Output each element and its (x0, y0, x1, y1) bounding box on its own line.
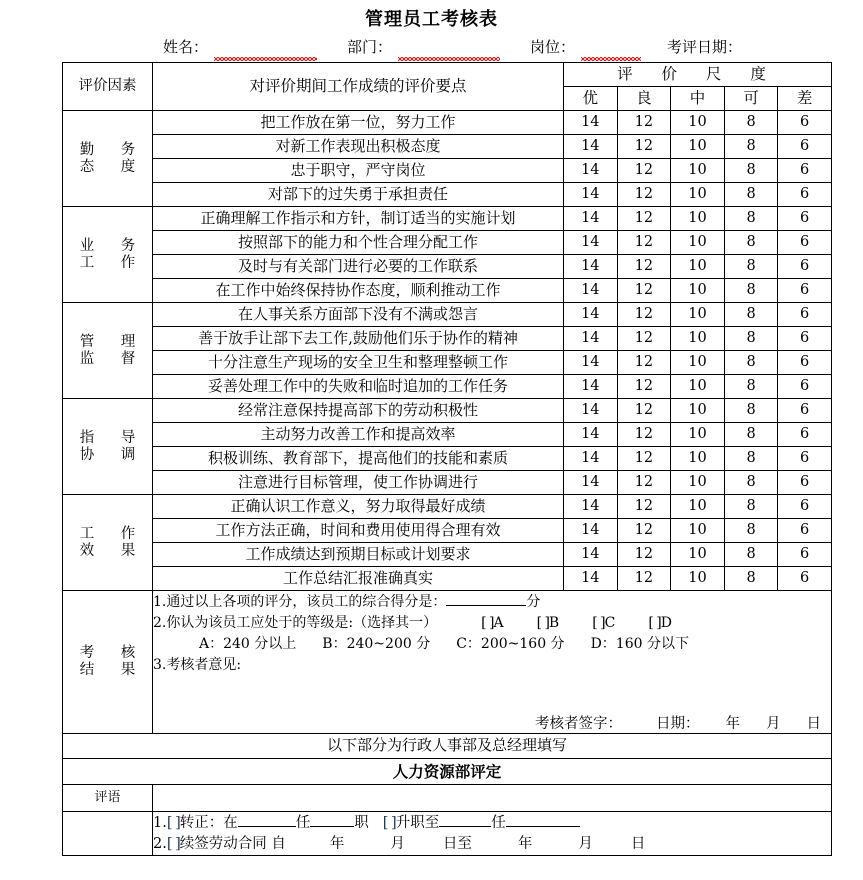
total-score-suffix: 分 (526, 594, 541, 611)
point-cell: 注意进行目标管理，使工作协调进行 (153, 471, 564, 495)
assessor-opinion-label: 3.考核者意见: (153, 657, 242, 674)
name-label: 姓名： (163, 38, 209, 56)
header-factor-cell: 评价因素 (63, 63, 153, 111)
grade-checkbox-d[interactable]: [ ]D (648, 615, 671, 632)
table-row (63, 183, 832, 207)
notice-row (63, 734, 832, 759)
score-cell-liang[interactable]: 12 (617, 183, 671, 207)
score-cell-cha[interactable]: 6 (778, 207, 832, 231)
score-cell-cha[interactable]: 6 (778, 351, 832, 375)
grade-header-zhong: 中 (671, 87, 725, 111)
score-cell-you[interactable]: 14 (564, 351, 618, 375)
table-row (63, 255, 832, 279)
score-cell-liang[interactable]: 12 (617, 399, 671, 423)
disposition-body (153, 812, 832, 856)
disposition-1-text-b: 任 (295, 815, 311, 831)
score-cell-liang[interactable]: 12 (617, 207, 671, 231)
score-cell-you[interactable]: 14 (564, 303, 618, 327)
score-cell-liang[interactable]: 12 (617, 495, 671, 519)
score-cell-liang[interactable]: 12 (617, 111, 671, 135)
score-cell-liang[interactable]: 12 (617, 159, 671, 183)
disposition-1-text-c: 职 (354, 815, 369, 831)
score-cell-ke[interactable]: 8 (724, 567, 778, 591)
score-cell-liang[interactable]: 12 (617, 519, 671, 543)
score-cell-liang[interactable]: 12 (617, 423, 671, 447)
score-cell-you[interactable]: 14 (564, 495, 618, 519)
grade-header-ke: 可 (724, 87, 778, 111)
disposition-2-month2: 月 (578, 836, 593, 852)
hr-title-row (63, 759, 832, 785)
factor-group-1 (63, 207, 153, 303)
score-cell-liang[interactable]: 12 (617, 351, 671, 375)
score-cell-you[interactable]: 14 (564, 543, 618, 567)
disposition-checkbox-regularize[interactable]: [ ] (166, 815, 180, 831)
score-cell-you[interactable]: 14 (564, 471, 618, 495)
score-cell-ke[interactable]: 8 (724, 303, 778, 327)
table-row (63, 135, 832, 159)
table-row (63, 423, 832, 447)
score-cell-ke[interactable]: 8 (724, 543, 778, 567)
factor-group-4-line2: 效 果 (79, 542, 147, 559)
spellcheck-squiggle-icon (581, 57, 641, 61)
score-cell-you[interactable]: 14 (564, 399, 618, 423)
disposition-line-2 (153, 834, 831, 855)
total-score-blank[interactable] (446, 591, 526, 606)
disposition-1-text-e: 任 (491, 815, 506, 831)
factor-group-4 (63, 495, 153, 591)
name-blank[interactable] (208, 41, 321, 62)
score-cell-cha[interactable]: 6 (778, 447, 832, 471)
score-cell-ke[interactable]: 8 (724, 279, 778, 303)
disposition-2-text-a: 续签劳动合同 自 (179, 836, 286, 852)
header-field-row (0, 33, 863, 62)
table-row (63, 111, 832, 135)
comment-input-area[interactable] (153, 785, 832, 812)
point-cell: 十分注意生产现场的安全卫生和整理整顿工作 (153, 351, 564, 375)
assessor-signature-label[interactable]: 考核者签字： (534, 716, 622, 733)
disposition-checkbox-promote[interactable]: [ ] (382, 815, 396, 831)
department-label: 部门： (347, 38, 393, 56)
table-row (63, 231, 832, 255)
score-cell-cha[interactable]: 6 (778, 567, 832, 591)
notice-text: 以下部分为行政人事部及总经理填写 (63, 734, 832, 759)
score-cell-cha[interactable]: 6 (778, 423, 832, 447)
score-cell-zhong[interactable]: 10 (671, 447, 725, 471)
score-cell-you[interactable]: 14 (564, 135, 618, 159)
factor-group-1-line1: 业 务 (79, 237, 147, 254)
score-cell-ke[interactable]: 8 (724, 495, 778, 519)
score-cell-you[interactable]: 14 (564, 447, 618, 471)
grade-header-cha: 差 (778, 87, 832, 111)
disposition-2-year2: 年 (517, 836, 533, 852)
grade-checkbox-a[interactable]: [ ]A (481, 615, 503, 632)
score-cell-ke[interactable]: 8 (724, 135, 778, 159)
score-cell-you[interactable]: 14 (564, 159, 618, 183)
score-cell-zhong[interactable]: 10 (671, 207, 725, 231)
spellcheck-squiggle-icon (398, 57, 500, 61)
factor-group-3-line2: 协 调 (79, 446, 147, 463)
table-row (63, 279, 832, 303)
point-cell: 正确认识工作意义，努力取得最好成绩 (153, 495, 564, 519)
factor-group-2-line2: 监 督 (79, 350, 147, 367)
point-cell: 按照部下的能力和个性合理分配工作 (153, 231, 564, 255)
score-cell-zhong[interactable]: 10 (671, 183, 725, 207)
score-cell-zhong[interactable]: 10 (671, 399, 725, 423)
grade-selection-line (153, 613, 831, 634)
score-cell-you[interactable]: 14 (564, 423, 618, 447)
score-cell-ke[interactable]: 8 (724, 231, 778, 255)
table-row (63, 519, 832, 543)
score-cell-you[interactable]: 14 (564, 231, 618, 255)
disposition-label-cell (63, 812, 153, 856)
table-row (63, 327, 832, 351)
score-cell-cha[interactable]: 6 (778, 183, 832, 207)
score-cell-liang[interactable]: 12 (617, 447, 671, 471)
table-row (63, 399, 832, 423)
disposition-2-year: 年 (329, 836, 345, 852)
table-row (63, 543, 832, 567)
score-cell-ke[interactable]: 8 (724, 255, 778, 279)
score-cell-zhong[interactable]: 10 (671, 543, 725, 567)
score-cell-zhong[interactable]: 10 (671, 327, 725, 351)
point-cell: 妥善处理工作中的失败和临时追加的工作任务 (153, 375, 564, 399)
score-cell-liang[interactable]: 12 (617, 231, 671, 255)
score-cell-zhong[interactable]: 10 (671, 159, 725, 183)
page-title: 管理员工考核表 (365, 9, 498, 30)
score-cell-zhong[interactable]: 10 (671, 111, 725, 135)
score-cell-you[interactable]: 14 (564, 519, 618, 543)
score-cell-zhong[interactable]: 10 (671, 255, 725, 279)
score-cell-cha[interactable]: 6 (778, 159, 832, 183)
score-cell-cha[interactable]: 6 (778, 399, 832, 423)
score-cell-cha[interactable]: 6 (778, 543, 832, 567)
score-cell-cha[interactable]: 6 (778, 111, 832, 135)
grade-selection-prefix: 2.你认为该员工应处于的等级是:（选择其一） (153, 615, 438, 632)
assessment-result-row (63, 591, 832, 734)
score-cell-ke[interactable]: 8 (724, 207, 778, 231)
score-cell-ke[interactable]: 8 (724, 351, 778, 375)
disposition-2-dayto: 日至 (442, 836, 472, 852)
score-cell-ke[interactable]: 8 (724, 375, 778, 399)
assessment-result-label-line1: 考 核 (79, 645, 147, 662)
score-cell-cha[interactable]: 6 (778, 375, 832, 399)
score-cell-ke[interactable]: 8 (724, 159, 778, 183)
grade-header-you: 优 (564, 87, 618, 111)
point-cell: 积极训练、教育部下，提高他们的技能和素质 (153, 447, 564, 471)
disposition-1-blank-b[interactable] (310, 812, 354, 827)
score-cell-zhong[interactable]: 10 (671, 303, 725, 327)
disposition-2-month: 月 (390, 836, 405, 852)
table-row (63, 447, 832, 471)
point-cell: 在人事关系方面部下没有不满或怨言 (153, 303, 564, 327)
grade-legend-a: A：240 分以上 (199, 636, 297, 653)
comment-label: 评语 (63, 785, 153, 812)
position-blank[interactable] (575, 41, 645, 62)
factor-group-0 (63, 111, 153, 207)
score-cell-zhong[interactable]: 10 (671, 423, 725, 447)
assessor-day-label: 日 (806, 716, 821, 733)
grade-checkbox-b[interactable]: [ ]B (536, 615, 559, 632)
score-cell-liang[interactable]: 12 (617, 471, 671, 495)
hr-section-title: 人力资源部评定 (63, 759, 832, 785)
factor-group-0-line2: 态 度 (79, 158, 147, 175)
disposition-1-blank-c[interactable] (439, 812, 491, 827)
score-cell-zhong[interactable]: 10 (671, 231, 725, 255)
position-label: 岗位： (530, 38, 576, 56)
score-cell-cha[interactable]: 6 (778, 231, 832, 255)
score-cell-liang[interactable]: 12 (617, 375, 671, 399)
grade-legend-d: D：160 分以下 (590, 636, 689, 653)
assessor-date-label[interactable]: 日期： (655, 716, 700, 733)
disposition-1-text-a: 转正：在 (179, 815, 238, 831)
score-cell-liang[interactable]: 12 (617, 135, 671, 159)
evaluation-table (62, 62, 832, 856)
point-cell: 对新工作表现出积极态度 (153, 135, 564, 159)
score-cell-cha[interactable]: 6 (778, 255, 832, 279)
score-cell-zhong[interactable]: 10 (671, 471, 725, 495)
score-cell-you[interactable]: 14 (564, 279, 618, 303)
score-cell-zhong[interactable]: 10 (671, 567, 725, 591)
point-cell: 忠于职守，严守岗位 (153, 159, 564, 183)
grade-header-liang: 良 (617, 87, 671, 111)
assessment-result-label-line2: 结 果 (79, 662, 147, 678)
score-cell-zhong[interactable]: 10 (671, 375, 725, 399)
score-cell-you[interactable]: 14 (564, 111, 618, 135)
score-cell-cha[interactable]: 6 (778, 279, 832, 303)
comment-row (63, 785, 832, 812)
score-cell-cha[interactable]: 6 (778, 519, 832, 543)
point-cell: 及时与有关部门进行必要的工作联系 (153, 255, 564, 279)
disposition-2-number: 2. (153, 836, 167, 852)
assessor-month-label: 月 (765, 716, 781, 733)
score-cell-ke[interactable]: 8 (724, 327, 778, 351)
grade-legend-b: B：240~200 分 (322, 636, 431, 653)
score-cell-ke[interactable]: 8 (724, 111, 778, 135)
score-cell-zhong[interactable]: 10 (671, 351, 725, 375)
disposition-1-blank-a[interactable] (238, 812, 296, 827)
point-cell: 经常注意保持提高部下的劳动积极性 (153, 399, 564, 423)
score-cell-you[interactable]: 14 (564, 567, 618, 591)
assessor-signature-line (153, 716, 831, 733)
assessor-year-label: 年 (725, 716, 740, 733)
total-score-prefix: 1.通过以上各项的评分，该员工的综合得分是： (153, 594, 447, 611)
point-cell: 善于放手让部下去工作,鼓励他们乐于协作的精神 (153, 327, 564, 351)
table-row (63, 567, 832, 591)
score-cell-cha[interactable]: 6 (778, 303, 832, 327)
factor-group-3-line1: 指 导 (79, 429, 147, 446)
table-row (63, 351, 832, 375)
score-cell-ke[interactable]: 8 (724, 423, 778, 447)
score-cell-you[interactable]: 14 (564, 183, 618, 207)
disposition-checkbox-renew[interactable]: [ ] (166, 836, 180, 852)
point-cell: 工作成绩达到预期目标或计划要求 (153, 543, 564, 567)
assessment-result-label (63, 591, 153, 734)
point-cell: 把工作放在第一位，努力工作 (153, 111, 564, 135)
factor-group-1-line2: 工 作 (79, 254, 147, 271)
table-header-row (63, 63, 832, 87)
table-row (63, 375, 832, 399)
grade-checkbox-c[interactable]: [ ]C (592, 615, 615, 632)
table-row (63, 207, 832, 231)
disposition-1-text-d: 升职至 (395, 815, 440, 831)
score-cell-cha[interactable]: 6 (778, 495, 832, 519)
score-cell-ke[interactable]: 8 (724, 447, 778, 471)
score-cell-you[interactable]: 14 (564, 207, 618, 231)
score-cell-cha[interactable]: 6 (778, 135, 832, 159)
department-field[interactable] (347, 33, 504, 62)
disposition-line-1 (153, 812, 831, 834)
department-blank[interactable] (392, 41, 504, 62)
header-points-cell: 对评价期间工作成绩的评价要点 (153, 63, 564, 111)
score-cell-cha[interactable]: 6 (778, 327, 832, 351)
score-cell-liang[interactable]: 12 (617, 303, 671, 327)
header-scale-cell: 评 价 尺 度 (564, 63, 832, 87)
grade-legend-line (153, 634, 831, 655)
score-cell-zhong[interactable]: 10 (671, 135, 725, 159)
point-cell: 正确理解工作指示和方针，制订适当的实施计划 (153, 207, 564, 231)
score-cell-you[interactable]: 14 (564, 327, 618, 351)
score-cell-cha[interactable]: 6 (778, 471, 832, 495)
assessment-result-body (153, 591, 832, 734)
factor-group-0-line1: 勤 务 (79, 141, 147, 158)
score-cell-ke[interactable]: 8 (724, 399, 778, 423)
point-cell: 在工作中始终保持协作态度，顺利推动工作 (153, 279, 564, 303)
grade-legend-c: C：200~160 分 (456, 636, 565, 653)
score-cell-zhong[interactable]: 10 (671, 495, 725, 519)
table-row (63, 495, 832, 519)
score-cell-liang[interactable]: 12 (617, 543, 671, 567)
table-row (63, 303, 832, 327)
score-cell-zhong[interactable]: 10 (671, 519, 725, 543)
score-cell-liang[interactable]: 12 (617, 255, 671, 279)
score-cell-zhong[interactable]: 10 (671, 279, 725, 303)
disposition-2-day2: 日 (630, 836, 646, 852)
table-row (63, 471, 832, 495)
point-cell: 对部下的过失勇于承担责任 (153, 183, 564, 207)
point-cell: 主动努力改善工作和提高效率 (153, 423, 564, 447)
score-cell-liang[interactable]: 12 (617, 327, 671, 351)
point-cell: 工作总结汇报准确真实 (153, 567, 564, 591)
score-cell-ke[interactable]: 8 (724, 519, 778, 543)
score-cell-you[interactable]: 14 (564, 375, 618, 399)
review-date-field[interactable] (667, 33, 742, 62)
disposition-1-number: 1. (153, 815, 167, 831)
total-score-line (153, 591, 831, 613)
score-cell-ke[interactable]: 8 (724, 183, 778, 207)
review-date-label: 考评日期： (667, 38, 743, 56)
disposition-row (63, 812, 832, 856)
point-cell: 工作方法正确，时间和费用使用得合理有效 (153, 519, 564, 543)
spellcheck-squiggle-icon (214, 57, 317, 61)
name-field[interactable] (163, 33, 321, 62)
position-field[interactable] (530, 33, 645, 62)
table-row (63, 159, 832, 183)
disposition-1-blank-d[interactable] (506, 812, 580, 827)
score-cell-liang[interactable]: 12 (617, 567, 671, 591)
score-cell-liang[interactable]: 12 (617, 279, 671, 303)
factor-group-2 (63, 303, 153, 399)
factor-group-2-line1: 管 理 (79, 333, 147, 350)
score-cell-ke[interactable]: 8 (724, 471, 778, 495)
score-cell-you[interactable]: 14 (564, 255, 618, 279)
factor-group-3 (63, 399, 153, 495)
factor-group-4-line1: 工 作 (79, 525, 147, 542)
